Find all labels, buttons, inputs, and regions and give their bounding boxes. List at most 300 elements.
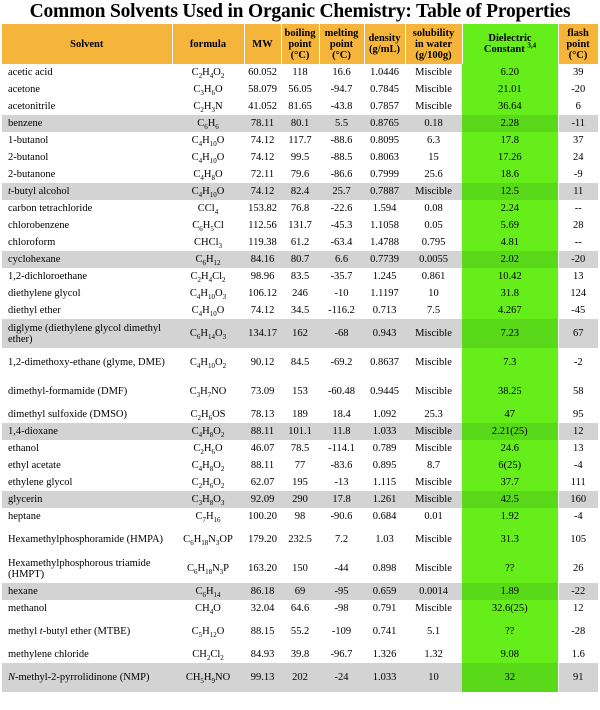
density-cell: 1.092 (372, 409, 397, 420)
header-density-line2: (g/mL) (369, 44, 400, 55)
formula-cell: $C_2H_4Cl_2$ (190, 271, 226, 285)
header-bp-line3: (°C) (290, 49, 310, 61)
dielectric-constant-cell: 31.3 (462, 525, 558, 554)
table-row (2, 525, 598, 554)
density-cell: 0.943 (364, 319, 405, 348)
dielectric-constant-cell: 32.6(25) (462, 600, 558, 617)
density-cell: 1.115 (372, 477, 397, 488)
solubility-cell: Miscible (415, 603, 452, 614)
molecular-weight-cell: 98.96 (250, 271, 275, 282)
solvent-name-cell: acetic acid (8, 67, 53, 78)
solubility-cell: 0.18 (405, 115, 462, 132)
solubility-cell: 0.795 (421, 237, 446, 248)
formula-cell: $C_3H_7NO$ (189, 386, 227, 400)
molecular-weight-cell: 60.052 (248, 67, 277, 78)
table-body (2, 64, 598, 692)
dielectric-constant-cell: 6.20 (462, 64, 558, 81)
boiling-point-cell: 80.7 (281, 251, 319, 268)
table-row (2, 508, 598, 525)
solvent-name-cell: glycerin (2, 491, 172, 508)
density-cell: 0.7857 (370, 101, 399, 112)
boiling-point-cell: 76.8 (290, 203, 310, 214)
melting-point-cell: -116.2 (328, 305, 355, 316)
table-row (2, 600, 598, 617)
table-row (2, 423, 598, 440)
flash-point-cell: -4 (573, 460, 583, 471)
boiling-point-cell: 61.2 (290, 237, 310, 248)
density-cell: 0.7739 (364, 251, 405, 268)
header-fp-line2: point (566, 38, 590, 50)
table-row (2, 217, 598, 234)
header-dc-footnote: 3,4 (527, 41, 537, 50)
header-fp-line3: (°C) (568, 49, 588, 61)
melting-point-cell: -95 (319, 583, 364, 600)
table-row (2, 302, 598, 319)
molecular-weight-cell: 153.82 (248, 203, 277, 214)
boiling-point-cell: 83.5 (290, 271, 310, 282)
density-cell: 0.898 (372, 563, 397, 574)
dielectric-constant-cell: 5.69 (462, 217, 558, 234)
boiling-point-cell: 82.4 (281, 183, 319, 200)
formula-cell: $C_6H_{18}N_3P$ (186, 563, 230, 577)
flash-point-cell: -28 (571, 626, 586, 637)
melting-point-cell: -109 (331, 626, 352, 637)
flash-point-cell: 24 (573, 152, 584, 163)
flash-point-cell: 105 (570, 534, 587, 545)
boiling-point-cell: 84.5 (290, 357, 310, 368)
formula-cell: CHCl$_3$ (193, 237, 222, 251)
melting-point-cell: -45.3 (330, 220, 353, 231)
table-row (2, 377, 598, 406)
header-sol-line1: solubility (412, 27, 455, 39)
flash-point-cell: 6 (575, 101, 581, 112)
header-mp-line2: point (329, 38, 354, 50)
molecular-weight-cell: 62.07 (250, 477, 275, 488)
solubility-cell: Miscible (405, 423, 462, 440)
header-sol-line2: in water (414, 38, 453, 50)
melting-point-cell: -63.4 (330, 237, 353, 248)
solubility-cell: 25.3 (424, 409, 443, 420)
solvent-name-cell: methanol (8, 603, 48, 614)
boiling-point-cell: 202 (281, 663, 319, 692)
melting-point-cell: -98 (334, 603, 349, 614)
solvent-name-cell: 1,2-dimethoxy-ethane (glyme, DME) (8, 357, 165, 368)
density-cell: 0.8095 (370, 135, 399, 146)
dielectric-constant-cell: 4.267 (462, 302, 558, 319)
molecular-weight-cell: 100.20 (248, 511, 277, 522)
formula-cell: $C_7H_{16}$ (195, 511, 221, 525)
solubility-cell: Miscible (415, 534, 452, 545)
melting-point-cell: -24 (319, 663, 364, 692)
table-row (2, 491, 598, 508)
boiling-point-cell: 69 (281, 583, 319, 600)
melting-point-cell: 25.7 (319, 183, 364, 200)
solubility-cell: 0.0055 (405, 251, 462, 268)
solvent-name-cell: dimethyl-formamide (DMF) (8, 386, 128, 397)
solvent-name-cell: 2-butanone (8, 169, 56, 180)
table-row (2, 348, 598, 377)
dielectric-constant-cell: 4.81 (462, 234, 558, 251)
boiling-point-cell: 246 (292, 288, 308, 299)
solubility-cell: 6.3 (426, 135, 441, 146)
boiling-point-cell: 78.5 (290, 443, 310, 454)
solubility-cell: Miscible (415, 443, 452, 454)
solubility-cell: 5.1 (426, 626, 441, 637)
formula-cell: $C_4H_{10}O$ (191, 152, 225, 166)
density-cell: 0.8637 (370, 357, 399, 368)
header-density-line1: density (368, 33, 401, 44)
header-fp-line1: flash (567, 27, 589, 39)
solvent-name-cell: benzene (2, 115, 172, 132)
header-melting-point (319, 24, 364, 64)
molecular-weight-cell: 74.12 (244, 183, 281, 200)
solubility-cell: 0.861 (421, 271, 446, 282)
solvent-name-cell: cyclohexane (2, 251, 172, 268)
solvent-name-cell: diethyl ether (8, 305, 61, 316)
solvent-name-cell: chlorobenzene (8, 220, 70, 231)
density-cell: 1.594 (372, 203, 397, 214)
formula-cell: $C_6H_{14}O_3$ (172, 319, 244, 348)
solubility-cell: 8.7 (426, 460, 441, 471)
dielectric-constant-cell: 2.24 (462, 200, 558, 217)
header-mw: MW (244, 24, 281, 64)
dielectric-constant-cell: 31.8 (462, 285, 558, 302)
melting-point-cell: -88.5 (330, 152, 353, 163)
solvent-name-cell: Hexamethylphosphoramide (HMPA) (8, 534, 164, 545)
solubility-cell: Miscible (405, 319, 462, 348)
molecular-weight-cell: 74.12 (250, 135, 275, 146)
flash-point-cell: -45 (571, 305, 586, 316)
density-cell: 0.713 (372, 305, 397, 316)
density-cell: 0.8063 (370, 152, 399, 163)
melting-point-cell: -83.6 (330, 460, 353, 471)
molecular-weight-cell: 106.12 (248, 288, 277, 299)
solvent-properties-table (2, 24, 599, 692)
dielectric-constant-cell: 1.92 (462, 508, 558, 525)
molecular-weight-cell: 72.11 (250, 169, 275, 180)
formula-cell: $C_4H_8O_2$ (191, 460, 225, 474)
flash-point-cell: 13 (573, 271, 584, 282)
molecular-weight-cell: 92.09 (244, 491, 281, 508)
dielectric-constant-cell: 6(25) (462, 457, 558, 474)
table-row (2, 98, 598, 115)
flash-point-cell: -11 (558, 115, 598, 132)
header-sol-line3: (g/100g) (415, 49, 452, 61)
dielectric-constant-cell: 18.6 (462, 166, 558, 183)
solubility-cell: 15 (428, 152, 439, 163)
melting-point-cell: -86.6 (330, 169, 353, 180)
molecular-weight-cell: 41.052 (248, 101, 277, 112)
density-cell: 0.7845 (370, 84, 399, 95)
dielectric-constant-cell: ?? (462, 617, 558, 646)
melting-point-cell: -35.7 (330, 271, 353, 282)
melting-point-cell: -43.8 (330, 101, 353, 112)
solubility-cell: Miscible (415, 67, 452, 78)
flash-point-cell: 160 (558, 491, 598, 508)
solvent-name-cell: carbon tetrachloride (8, 203, 93, 214)
boiling-point-cell: 232.5 (288, 534, 312, 545)
solubility-cell: Miscible (415, 101, 452, 112)
table-row (2, 554, 598, 583)
table-row (2, 200, 598, 217)
boiling-point-cell: 79.6 (290, 169, 310, 180)
dielectric-constant-cell: 2.21(25) (462, 423, 558, 440)
dielectric-constant-cell: 21.01 (462, 81, 558, 98)
molecular-weight-cell: 86.18 (244, 583, 281, 600)
melting-point-cell: 5.5 (319, 115, 364, 132)
molecular-weight-cell: 90.12 (250, 357, 275, 368)
melting-point-cell: -90.6 (330, 511, 353, 522)
boiling-point-cell: 55.2 (290, 626, 310, 637)
dielectric-constant-cell: 7.3 (462, 348, 558, 377)
flash-point-cell: 13 (573, 443, 584, 454)
solubility-cell: 0.05 (424, 220, 443, 231)
melting-point-cell: 16.6 (332, 67, 351, 78)
melting-point-cell: -114.1 (328, 443, 355, 454)
header-dielectric-constant (462, 24, 558, 64)
formula-cell: $C_4H_{10}O$ (191, 305, 225, 319)
solubility-cell: Miscible (415, 477, 452, 488)
solubility-cell: 7.5 (426, 305, 441, 316)
formula-cell: $C_3H_8O_3$ (172, 491, 244, 508)
boiling-point-cell: 77 (294, 460, 306, 471)
solvent-name-cell: ethyl acetate (8, 460, 61, 471)
header-mp-line1: melting (324, 27, 359, 39)
melting-point-cell: -88.6 (330, 135, 353, 146)
flash-point-cell: -4 (573, 511, 583, 522)
dielectric-constant-cell: 2.02 (462, 251, 558, 268)
header-boiling-point (281, 24, 319, 64)
dielectric-constant-cell: 17.26 (462, 149, 558, 166)
formula-cell: $C_2H_6OS$ (190, 409, 226, 423)
density-cell: 0.659 (364, 583, 405, 600)
table-row (2, 474, 598, 491)
solubility-cell: Miscible (415, 563, 452, 574)
header-bp-line1: boiling (284, 27, 316, 39)
table-row (2, 440, 598, 457)
flash-point-cell: -- (574, 203, 582, 214)
boiling-point-cell: 150 (292, 563, 308, 574)
solvent-name-cell: hexane (2, 583, 172, 600)
flash-point-cell: 12 (573, 603, 584, 614)
flash-point-cell: 91 (558, 663, 598, 692)
dielectric-constant-cell: 42.5 (462, 491, 558, 508)
flash-point-cell: 39 (573, 67, 584, 78)
formula-cell: $C_6H_{18}N_3OP$ (183, 534, 233, 548)
dielectric-constant-cell: 47 (462, 406, 558, 423)
melting-point-cell: 11.8 (319, 423, 364, 440)
dielectric-constant-cell: 38.25 (462, 377, 558, 406)
flash-point-cell: 67 (558, 319, 598, 348)
flash-point-cell: -20 (558, 251, 598, 268)
formula-cell: $C_4H_{10}O$ (172, 183, 244, 200)
dielectric-constant-cell: 7.23 (462, 319, 558, 348)
boiling-point-cell: 131.7 (288, 220, 312, 231)
dielectric-constant-cell: 36.64 (462, 98, 558, 115)
dielectric-constant-cell: 37.7 (462, 474, 558, 491)
table-row (2, 285, 598, 302)
density-cell: 1.1197 (370, 288, 399, 299)
boiling-point-cell: 98 (294, 511, 306, 522)
boiling-point-cell: 290 (281, 491, 319, 508)
boiling-point-cell: 195 (292, 477, 308, 488)
solvent-name-cell: Hexamethylphosphorous triamide (HMPT) (8, 557, 151, 580)
header-density (364, 24, 405, 64)
formula-cell: $C_4H_{10}O$ (191, 135, 225, 149)
boiling-point-cell: 162 (281, 319, 319, 348)
header-solvent: Solvent (2, 24, 172, 64)
molecular-weight-cell: 99.13 (244, 663, 281, 692)
solvent-name-cell: 1,4-dioxane (2, 423, 172, 440)
flash-point-cell: -2 (573, 357, 583, 368)
melting-point-cell: -60.48 (327, 386, 356, 397)
flash-point-cell: 124 (570, 288, 587, 299)
density-cell: 1.245 (372, 271, 397, 282)
melting-point-cell: 18.4 (332, 409, 351, 420)
formula-cell: $C_2H_6O$ (193, 443, 223, 457)
header-formula: formula (172, 24, 244, 64)
solvent-name-cell: diethylene glycol (8, 288, 81, 299)
solubility-cell: 1.32 (424, 649, 443, 660)
dielectric-constant-cell: 2.28 (462, 115, 558, 132)
table-row (2, 663, 598, 692)
table-row (2, 268, 598, 285)
table-row (2, 406, 598, 423)
formula-cell: $C_6H_{12}$ (172, 251, 244, 268)
molecular-weight-cell: 179.20 (248, 534, 277, 545)
solvent-name-cell: t-butyl alcohol (2, 183, 172, 200)
solvent-name-cell: diglyme (diethylene glycol dimethyl ether) (2, 319, 172, 348)
solubility-cell: 0.01 (424, 511, 443, 522)
solubility-cell: Miscible (405, 183, 462, 200)
solubility-cell: Miscible (415, 386, 452, 397)
dielectric-constant-cell: 17.8 (462, 132, 558, 149)
boiling-point-cell: 80.1 (281, 115, 319, 132)
density-cell: 1.0446 (370, 67, 399, 78)
table-row (2, 234, 598, 251)
density-cell: 1.261 (364, 491, 405, 508)
formula-cell: $C_4H_{10}O_2$ (189, 357, 227, 371)
density-cell: 0.791 (372, 603, 397, 614)
dielectric-constant-cell: 10.42 (462, 268, 558, 285)
table-row (2, 149, 598, 166)
melting-point-cell: -13 (334, 477, 349, 488)
formula-cell: $C_3H_6O$ (193, 84, 223, 98)
header-bp-line2: point (288, 38, 312, 50)
flash-point-cell: 26 (573, 563, 584, 574)
formula-cell: $C_5H_{12}O$ (191, 626, 225, 640)
solvent-name-cell: acetone (8, 84, 41, 95)
melting-point-cell: -10 (334, 288, 349, 299)
solubility-cell: Miscible (415, 357, 452, 368)
page-title: Common Solvents Used in Organic Chemistry: Table of Properties (29, 1, 571, 22)
solubility-cell: 0.08 (424, 203, 443, 214)
boiling-point-cell: 99.5 (290, 152, 310, 163)
density-cell: 0.741 (372, 626, 397, 637)
melting-point-cell: 7.2 (334, 534, 349, 545)
boiling-point-cell: 34.5 (290, 305, 310, 316)
boiling-point-cell: 118 (292, 67, 308, 78)
table-row (2, 166, 598, 183)
flash-point-cell: 12 (558, 423, 598, 440)
molecular-weight-cell: 88.11 (244, 423, 281, 440)
boiling-point-cell: 81.65 (288, 101, 312, 112)
formula-cell: CCl$_4$ (197, 203, 219, 217)
formula-cell: $C_4H_8O$ (193, 169, 223, 183)
boiling-point-cell: 153 (292, 386, 308, 397)
molecular-weight-cell: 84.93 (250, 649, 275, 660)
density-cell: 1.033 (364, 423, 405, 440)
density-cell: 0.895 (372, 460, 397, 471)
table-row (2, 251, 598, 268)
flash-point-cell: 28 (573, 220, 584, 231)
table-row (2, 81, 598, 98)
header-mp-line3: (°C) (332, 49, 351, 61)
solvent-name-cell: 2-butanol (8, 152, 49, 163)
melting-point-cell: -68 (319, 319, 364, 348)
molecular-weight-cell: 46.07 (250, 443, 275, 454)
molecular-weight-cell: 84.16 (244, 251, 281, 268)
melting-point-cell: -94.7 (330, 84, 353, 95)
density-cell: 1.1058 (370, 220, 399, 231)
density-cell: 0.7999 (370, 169, 399, 180)
header-dc-line2: Constant (483, 44, 525, 55)
molecular-weight-cell: 134.17 (244, 319, 281, 348)
density-cell: 0.9445 (370, 386, 399, 397)
flash-point-cell: 37 (573, 135, 584, 146)
dielectric-constant-cell: 9.08 (462, 646, 558, 663)
solvent-name-cell: 1,2-dichloroethane (8, 271, 88, 282)
table-row (2, 457, 598, 474)
molecular-weight-cell: 119.38 (248, 237, 277, 248)
solvent-name-cell: acetonitrile (8, 101, 56, 112)
solvent-name-cell: methyl t-butyl ether (MTBE) (8, 626, 131, 637)
table-row (2, 183, 598, 200)
solvent-name-cell: ethylene glycol (8, 477, 73, 488)
flash-point-cell: -- (574, 237, 582, 248)
dielectric-constant-cell: 24.6 (462, 440, 558, 457)
molecular-weight-cell: 74.12 (250, 152, 275, 163)
solvent-name-cell: heptane (8, 511, 41, 522)
formula-cell: $C_6H_{14}$ (172, 583, 244, 600)
table-row (2, 583, 598, 600)
header-solubility (405, 24, 462, 64)
formula-cell: $C_4H_8O_2$ (172, 423, 244, 440)
boiling-point-cell: 101.1 (281, 423, 319, 440)
melting-point-cell: 17.8 (319, 491, 364, 508)
melting-point-cell: -69.2 (330, 357, 353, 368)
formula-cell: $CH_5H_9NO$ (172, 663, 244, 692)
dielectric-constant-cell: 32 (462, 663, 558, 692)
formula-cell: $C_2H_3N$ (193, 101, 223, 115)
solvent-name-cell: dimethyl sulfoxide (DMSO) (8, 409, 127, 420)
table-row (2, 617, 598, 646)
table-row (2, 115, 598, 132)
molecular-weight-cell: 112.56 (248, 220, 277, 231)
boiling-point-cell: 117.7 (288, 135, 312, 146)
formula-cell: $C_6H_5Cl$ (192, 220, 224, 234)
flash-point-cell: 11 (558, 183, 598, 200)
density-cell: 0.789 (372, 443, 397, 454)
density-cell: 1.03 (375, 534, 394, 545)
formula-cell: $CH_2Cl_2$ (192, 649, 224, 663)
molecular-weight-cell: 78.11 (244, 115, 281, 132)
melting-point-cell: -22.6 (330, 203, 353, 214)
melting-point-cell: -44 (334, 563, 349, 574)
density-cell: 1.326 (372, 649, 397, 660)
boiling-point-cell: 189 (292, 409, 308, 420)
table-row (2, 64, 598, 81)
